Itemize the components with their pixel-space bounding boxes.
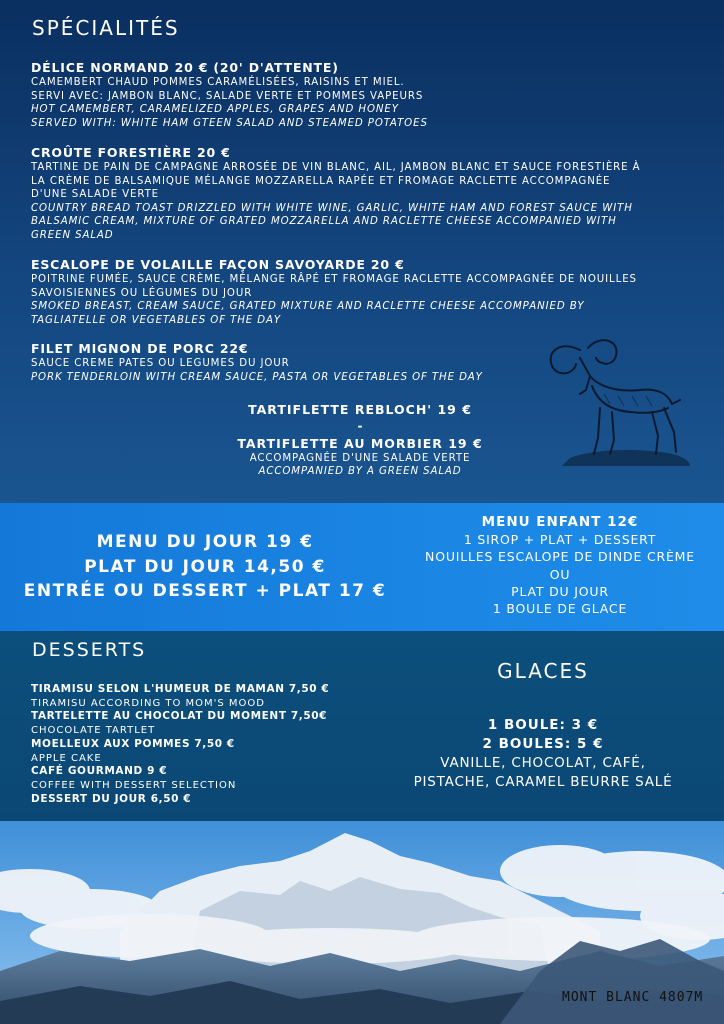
dish-delice-normand [31, 60, 691, 130]
tartiflette-morbier: TARTIFLETTE AU MORBIER 19 € [237, 436, 483, 451]
dish-desc-fr: TARTINE DE PAIN DE CAMPAGNE ARROSÉE DE VIN BLANC, AIL, JAMBON BLANC ET SAUCE FORESTIÈRE À [31, 162, 641, 173]
plat-du-jour-price: PLAT DU JOUR 14,50 € [84, 556, 326, 577]
menu-enfant-title: MENU ENFANT 12€ [481, 514, 639, 530]
dish-name: ESCALOPE DE VOLAILLE FAÇON SAVOYARDE 20 € [31, 257, 405, 272]
dessert-list [31, 683, 391, 806]
ibex-illustration-icon [540, 330, 700, 480]
desserts-title: DESSERTS [32, 639, 147, 661]
dessert-name: TARTELETTE AU CHOCOLAT DU MOMENT 7,50€ [31, 710, 328, 723]
tartiflette-separator: - [357, 419, 363, 433]
glace-flavors: VANILLE, CHOCOLAT, CAFÉ, [440, 755, 646, 771]
dessert-desc-en: CHOCOLATE TARTLET [31, 725, 156, 737]
glace-1-boule-price: 1 BOULE: 3 € [487, 717, 599, 733]
dessert-name: CAFÉ GOURMAND 9 € [31, 765, 168, 778]
dessert-desc-en: TIRAMISU ACCORDING TO MOM'S MOOD [31, 697, 266, 709]
menu-enfant-line: 1 SIROP + PLAT + DESSERT [463, 532, 657, 547]
menu-enfant-block [400, 513, 720, 617]
tartiflette-rebloch: TARTIFLETTE REBLOCH' 19 € [248, 402, 472, 417]
dish-desc-fr: SERVI AVEC: JAMBON BLANC, SALADE VERTE ET POMMES VAPEURS [31, 90, 424, 102]
glace-2-boules-price: 2 BOULES: 5 € [482, 736, 604, 752]
dessert-desc-en: APPLE CAKE [31, 752, 102, 764]
dish-desc-fr: SAVOISIENNES OU LÉGUMES DU JOUR [31, 287, 253, 299]
dish-desc-fr: D'UNE SALADE VERTE [31, 189, 160, 200]
menu-enfant-line: OU [549, 566, 571, 582]
dish-desc-en: SERVED WITH: WHITE HAM GTEEN SALAD AND STEAMED POTATOES [31, 117, 428, 129]
dish-name: FILET MIGNON DE PORC 22€ [31, 341, 249, 356]
menu-enfant-line: NOUILLES ESCALOPE DE DINDE CRÈME [425, 549, 695, 565]
specialites-title: SPÉCIALITÉS [32, 16, 180, 40]
dish-desc-en: HOT CAMEMBERT, CARAMELIZED APPLES, GRAPES AND HONEY [31, 104, 399, 115]
menu-du-jour-price: MENU DU JOUR 19 € [96, 532, 314, 552]
tartiflette-block [130, 402, 590, 478]
dish-croute-forestiere [31, 145, 691, 242]
dish-desc-fr: CAMEMBERT CHAUD POMMES CARAMÉLISÉES, RAISINS ET MIEL. [31, 77, 405, 88]
glaces-title: GLACES [497, 659, 589, 683]
dessert-name: TIRAMISU SELON L'HUMEUR DE MAMAN 7,50 € [31, 683, 330, 695]
dish-desc-en: BALSAMIC CREAM, MIXTURE OF GRATED MOZZARELLA AND RACLETTE CHEESE ACCOMPANIED WITH [31, 216, 617, 227]
dish-desc-en: SMOKED BREAST, CREAM SAUCE, GRATED MIXTURE AND RACLETTE CHEESE ACCOMPANIED BY [31, 301, 585, 312]
dish-desc-en: COUNTRY BREAD TOAST DRIZZLED WITH WHITE WINE, GARLIC, WHITE HAM AND FOREST SAUCE WITH [31, 202, 633, 214]
menu-du-jour-block [0, 530, 410, 604]
tartiflette-desc-en: ACCOMPANIED BY A GREEN SALAD [258, 466, 462, 477]
dish-desc-en: PORK TENDERLOIN WITH CREAM SAUCE, PASTA OR VEGETABLES OF THE DAY [31, 371, 483, 383]
glaces-block [390, 716, 696, 792]
dish-name: CROÛTE FORESTIÈRE 20 € [31, 145, 231, 160]
dish-name: DÉLICE NORMAND 20 € (20' D'ATTENTE) [31, 60, 339, 75]
dish-desc-fr: LA CRÈME DE BALSAMIQUE MÉLANGE MOZZARELLA RAPÉE ET FROMAGE RACLETTE ACCOMPAGNÉE [31, 175, 611, 187]
menu-enfant-line: 1 BOULE DE GLACE [492, 601, 628, 617]
dish-desc-fr: SAUCE CREME PATES OU LEGUMES DU JOUR [31, 358, 290, 369]
dish-filet-mignon [31, 341, 551, 384]
dessert-name: DESSERT DU JOUR 6,50 € [31, 792, 192, 805]
tartiflette-desc-fr: ACCOMPAGNÉE D'UNE SALADE VERTE [249, 453, 471, 464]
dish-desc-fr: POITRINE FUMÉE, SAUCE CRÈME, MÉLANGE RÂPÉ ET FROMAGE RACLETTE ACCOMPAGNÉE DE NOUILLES [31, 274, 637, 285]
dish-desc-en: GREEN SALAD [31, 229, 114, 241]
dessert-desc-en: COFFEE WITH DESSERT SELECTION [31, 779, 237, 791]
photo-caption: MONT BLANC 4807M [562, 990, 704, 1005]
menu-enfant-line: PLAT DU JOUR [511, 583, 609, 599]
dish-escalope-volaille [31, 257, 691, 327]
glace-flavors: PISTACHE, CARAMEL BEURRE SALÉ [413, 774, 673, 790]
dessert-name: MOELLEUX AUX POMMES 7,50 € [31, 737, 235, 750]
dish-desc-en: TAGLIATELLE OR VEGETABLES OF THE DAY [31, 314, 281, 326]
entree-dessert-plat-price: ENTRÉE OU DESSERT + PLAT 17 € [23, 581, 387, 601]
